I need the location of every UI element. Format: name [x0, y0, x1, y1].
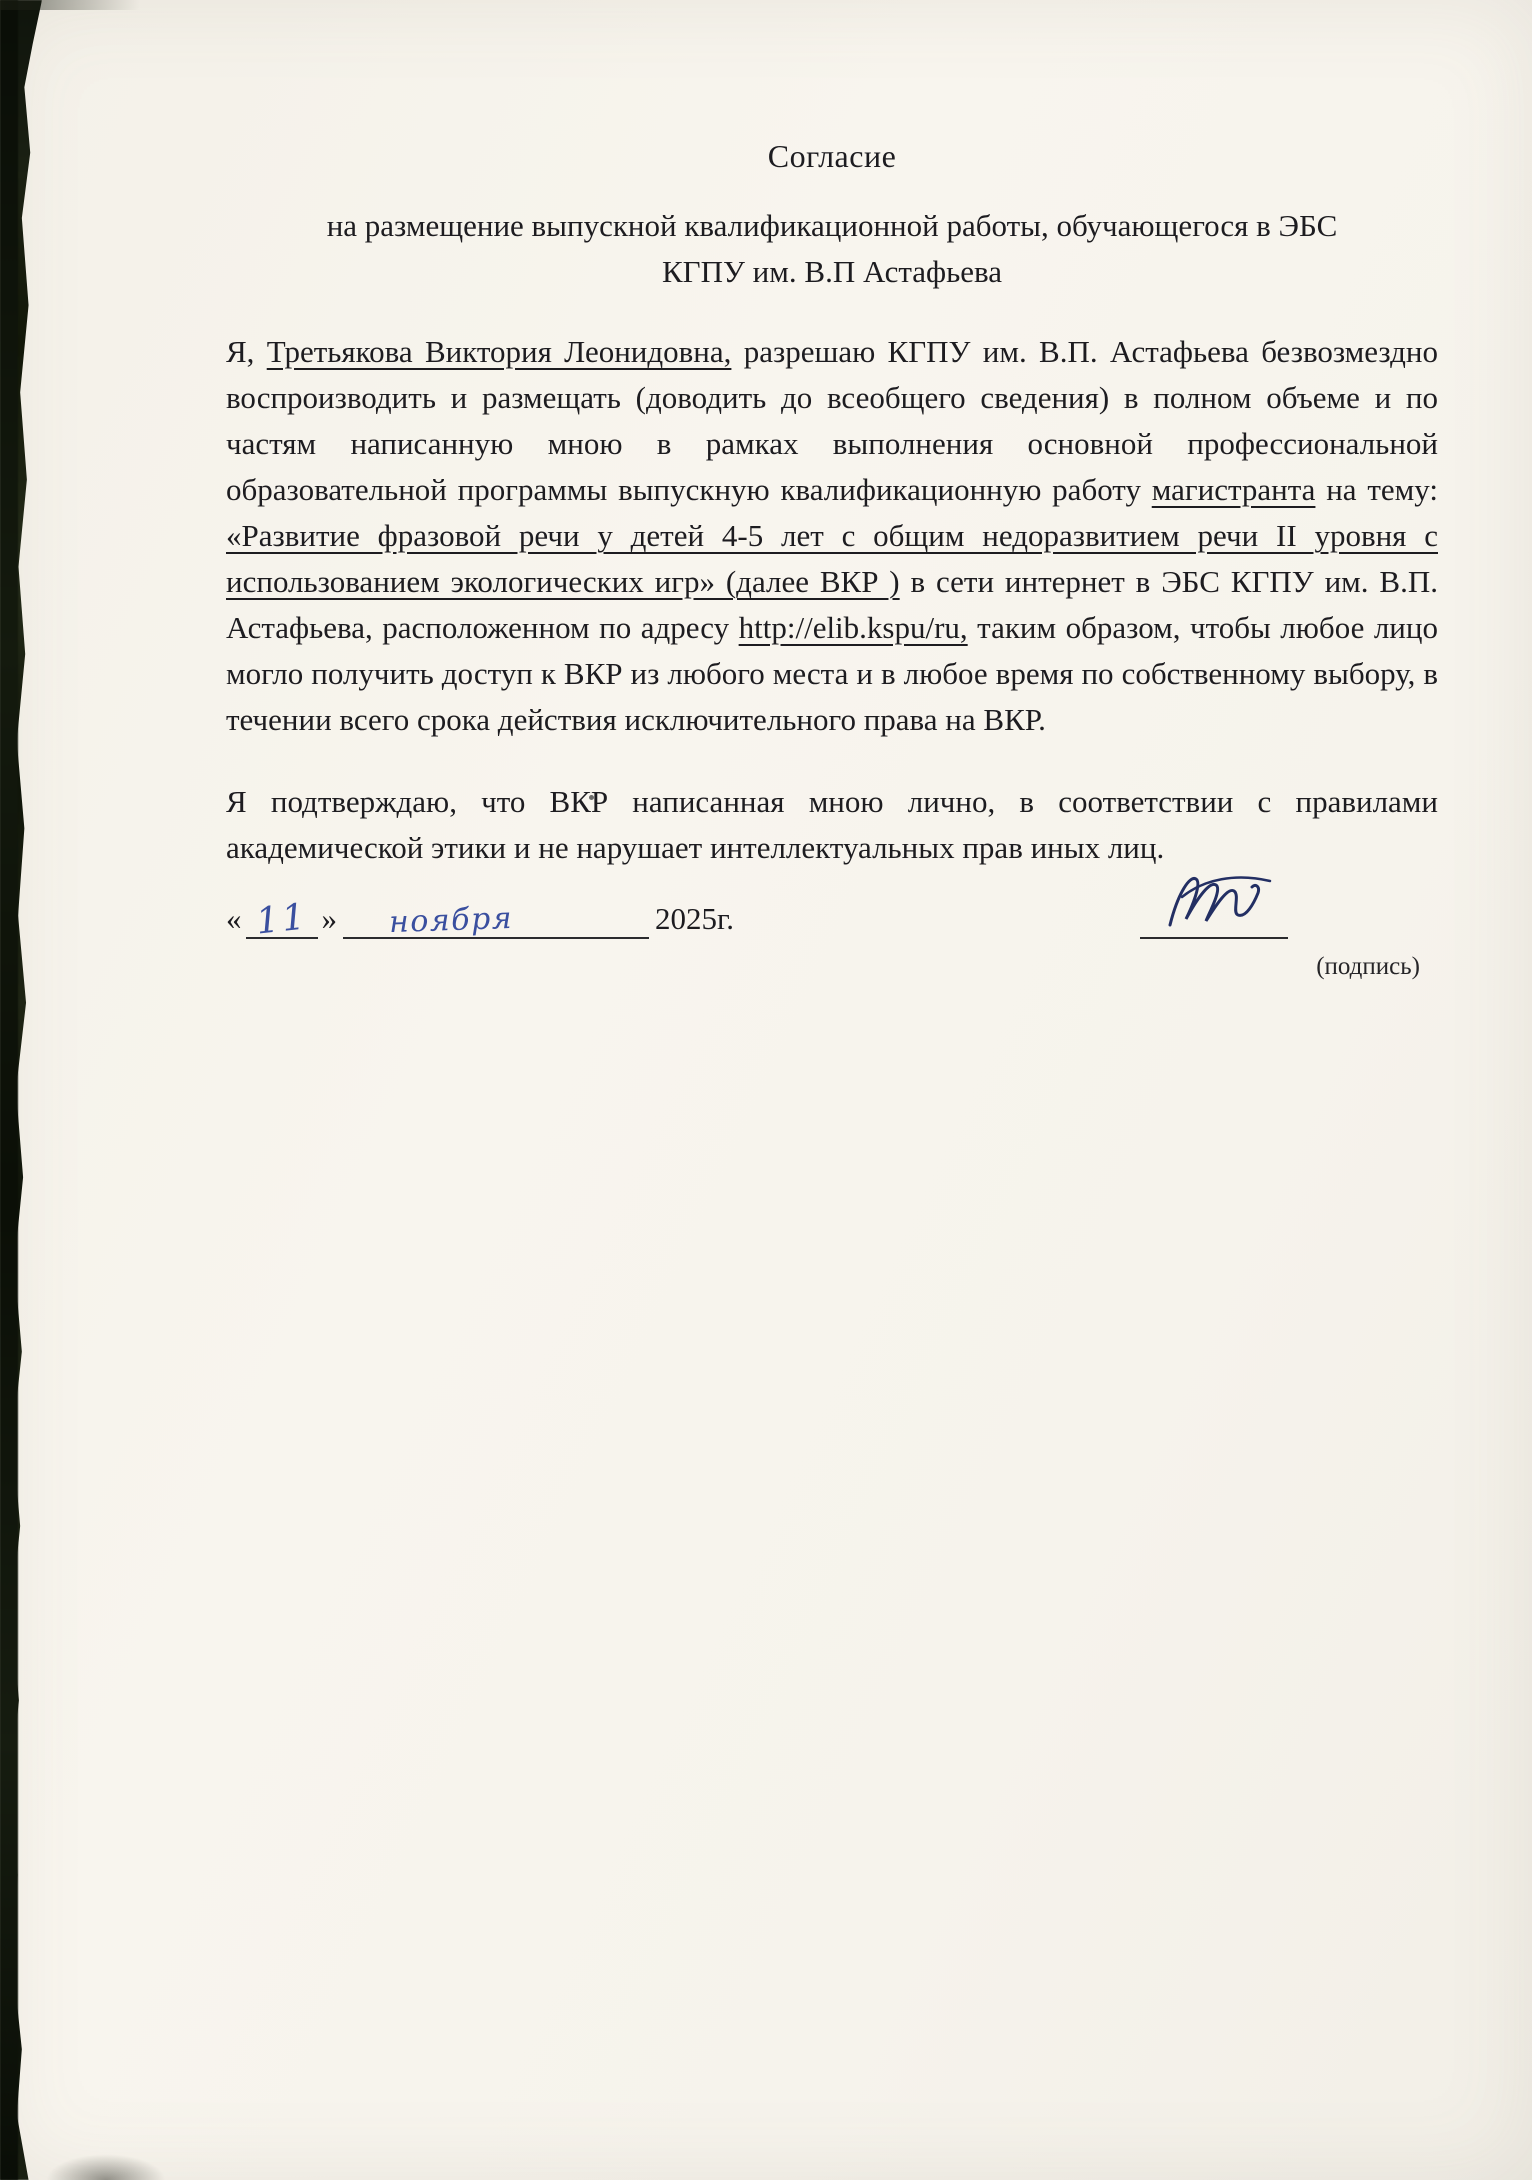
day-handwritten: 11: [253, 896, 310, 943]
consent-part2: разрешаю КГПУ им. В.П. Астафьева безвозмездно воспроизводить и размещать (доводить до всеобщего сведения) в полном объеме и по частям написанную мною в рамках выполнения основной профессиональной образовательной программы выпускную квалификационную работу: [226, 334, 1438, 507]
scan-edge-artifact-inner: [0, 0, 18, 2180]
quote-open: «: [226, 901, 242, 936]
degree-level: магистранта: [1151, 472, 1316, 507]
consent-part3: на тему:: [1315, 472, 1438, 507]
thesis-topic: «Развитие фразовой речи у детей 4-5 лет с общим недоразвитием речи II уровня с использованием экологических игр» (далее ВКР ): [226, 518, 1438, 599]
scan-bottom-smudge: [46, 2154, 166, 2180]
signature-caption: (подпись): [1316, 953, 1420, 980]
scan-top-shade: [0, 0, 140, 10]
document-subtitle: [226, 203, 1438, 295]
month-blank: [343, 901, 649, 939]
signature-caption-row: [226, 953, 1438, 981]
consent-part5: таким образом, чтобы любое лицо могло получить доступ к ВКР из любого места и в любое время по собственному выбору, в течении всего срока действия исключительного права на ВКР.: [226, 610, 1438, 737]
elib-url: http://elib.kspu/ru,: [738, 610, 968, 645]
signature-line: [1140, 937, 1288, 939]
day-blank: [246, 896, 318, 943]
consent-part4: в сети интернет в ЭБС КГПУ им. В.П. Астафьева, расположенном по адресу: [226, 564, 1438, 645]
consent-intro: Я,: [226, 334, 267, 369]
quote-close: »: [321, 901, 337, 936]
date-line: [226, 896, 734, 943]
month-handwritten: ноября: [388, 900, 514, 941]
author-name: Третьякова Виктория Леонидовна,: [266, 334, 732, 369]
date-signature-row: [226, 896, 1438, 943]
document-title: Согласие: [767, 138, 897, 174]
subtitle-line-1: на размещение выпускной квалификационной работы, обучающегося в ЭБС: [326, 208, 1338, 243]
consent-paragraph: [226, 329, 1438, 743]
signature-area: [1140, 937, 1288, 939]
confirmation-paragraph: Я подтверждаю, что ВКР написанная мною лично, в соответствии с правилами академической этики и не нарушает интеллектуальных прав иных лиц.: [226, 784, 1438, 865]
document-content: [226, 138, 1438, 981]
signature-icon: [1152, 863, 1302, 943]
year-label: 2025г.: [655, 901, 734, 936]
subtitle-line-2: КГПУ им. В.П Астафьева: [662, 254, 1002, 289]
